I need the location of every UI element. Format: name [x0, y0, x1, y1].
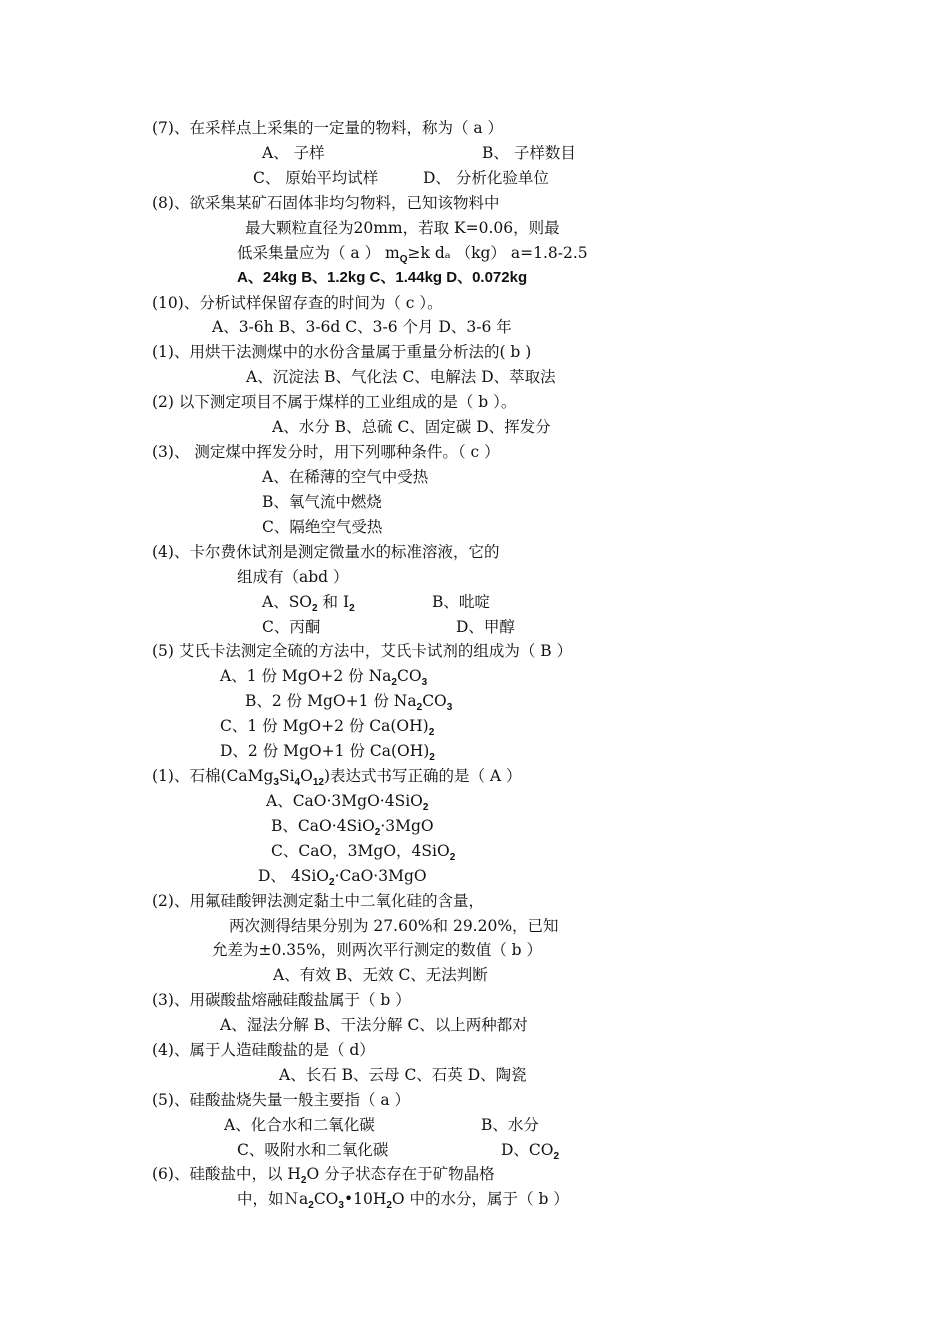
q7-option-a: A、 子样	[262, 144, 325, 162]
silicate-q1-option-a: A、CaO·3MgO·4SiO$_2$	[266, 792, 429, 813]
coal-q4-option-d: D、甲醇	[456, 618, 515, 636]
silicate-q6-line1: (6)、硅酸盐中，以 $H_2O$ 分子状态存在于矿物晶格	[152, 1165, 495, 1186]
coal-q2-options: A、水分 B、总硫 C、固定碳 D、挥发分	[272, 418, 551, 436]
silicate-q5-option-b: B、水分	[481, 1116, 539, 1134]
silicate-q5-option-c: C、吸附水和二氧化碳	[237, 1141, 389, 1159]
coal-q5-option-a: A、1 份 MgO+2 份 $Na_2CO_3$	[220, 667, 428, 688]
coal-q4-option-a: A、$SO_2$ 和 $I_2$	[262, 593, 355, 614]
q8-line1: (8)、欲采集某矿石固体非均匀物料，已知该物料中	[152, 194, 500, 212]
silicate-q2-line1: (2)、用氟硅酸钾法测定黏土中二氧化硅的含量，	[152, 892, 484, 910]
coal-q3: (3)、 测定煤中挥发分时，用下列哪种条件。（ c ）	[152, 443, 500, 461]
coal-q5-option-b: B、2 份 MgO+1 份 $Na_2CO_3$	[245, 692, 453, 713]
coal-q4-line1: (4)、卡尔费休试剂是测定微量水的标准溶液，它的	[152, 543, 500, 561]
silicate-q1-option-b: B、CaO·4SiO$_2$·3MgO	[271, 817, 434, 838]
q8-line2: 最大颗粒直径为20mm，若取 K=0.06，则最	[245, 219, 560, 237]
silicate-q5-option-a: A、化合水和二氧化碳	[224, 1116, 375, 1134]
silicate-q3: (3)、用碳酸盐熔融硅酸盐属于（ b ）	[152, 991, 411, 1009]
coal-q3-option-c: C、隔绝空气受热	[262, 518, 383, 536]
silicate-q1-option-d: D、 4SiO$_2$·CaO·3MgO	[258, 867, 427, 888]
q7-option-c: C、 原始平均试样	[253, 169, 379, 187]
q10-options: A、3-6h B、3-6d C、3-6 个月 D、3-6 年	[212, 318, 512, 336]
silicate-q2-line3: 允差为±0.35%，则两次平行测定的数值（ b ）	[212, 941, 543, 959]
q7-option-d: D、 分析化验单位	[423, 169, 549, 187]
coal-q3-option-b: B、氧气流中燃烧	[262, 493, 382, 511]
coal-q4-line2: 组成有（abd ）	[237, 568, 349, 586]
silicate-q2-options: A、有效 B、无效 C、无法判断	[273, 966, 488, 984]
silicate-q5-option-d: D、$CO_2$	[501, 1141, 560, 1162]
q8-options: A、24kg B、1.2kg C、1.44kg D、0.072kg	[237, 269, 528, 286]
coal-q5: (5) 艾氏卡法测定全硫的方法中，艾氏卡试剂的组成为（ B ）	[152, 642, 573, 660]
coal-q5-option-c: C、1 份 MgO+2 份 $Ca(OH)_2$	[220, 717, 435, 738]
coal-q1: (1)、用烘干法测煤中的水份含量属于重量分析法的( b )	[152, 343, 532, 361]
silicate-q1-option-c: C、CaO，3MgO，4SiO$_2$	[271, 842, 456, 863]
silicate-q6-line2: 中，如$Na_2CO_3•10H_2O$ 中的水分，属于（ b ）	[237, 1190, 569, 1211]
coal-q2: (2) 以下测定项目不属于煤样的工业组成的是（ b ）。	[152, 393, 517, 411]
coal-q4-option-b: B、吡啶	[432, 593, 490, 611]
coal-q4-option-c: C、丙酮	[262, 618, 321, 636]
q7-option-b: B、 子样数目	[482, 144, 576, 162]
silicate-q1: (1)、石棉$(CaMg_3Si_4O_{12})$表达式书写正确的是（ A ）	[152, 767, 522, 788]
q7-question: (7)、在采样点上采集的一定量的物料，称为（ a ）	[152, 119, 504, 137]
q8-line3: 低采集量应为（ a ） $m_Q\ge k$ dₐ （kg） a=1.8-2.5	[237, 244, 588, 265]
silicate-q4: (4)、属于人造硅酸盐的是（ d）	[152, 1041, 375, 1059]
silicate-q4-options: A、长石 B、云母 C、石英 D、陶瓷	[279, 1066, 527, 1084]
coal-q3-option-a: A、在稀薄的空气中受热	[262, 468, 429, 486]
silicate-q3-options: A、湿法分解 B、干法分解 C、以上两种都对	[220, 1016, 528, 1034]
silicate-q5: (5)、硅酸盐烧失量一般主要指（ a ）	[152, 1091, 411, 1109]
silicate-q2-line2: 两次测得结果分别为 27.60%和 29.20%，已知	[229, 917, 559, 935]
coal-q5-option-d: D、2 份 MgO+1 份 $Ca(OH)_2$	[220, 742, 435, 763]
q10-question: (10)、分析试样保留存查的时间为（ c ）。	[152, 294, 443, 312]
coal-q1-options: A、沉淀法 B、气化法 C、电解法 D、萃取法	[246, 368, 556, 386]
